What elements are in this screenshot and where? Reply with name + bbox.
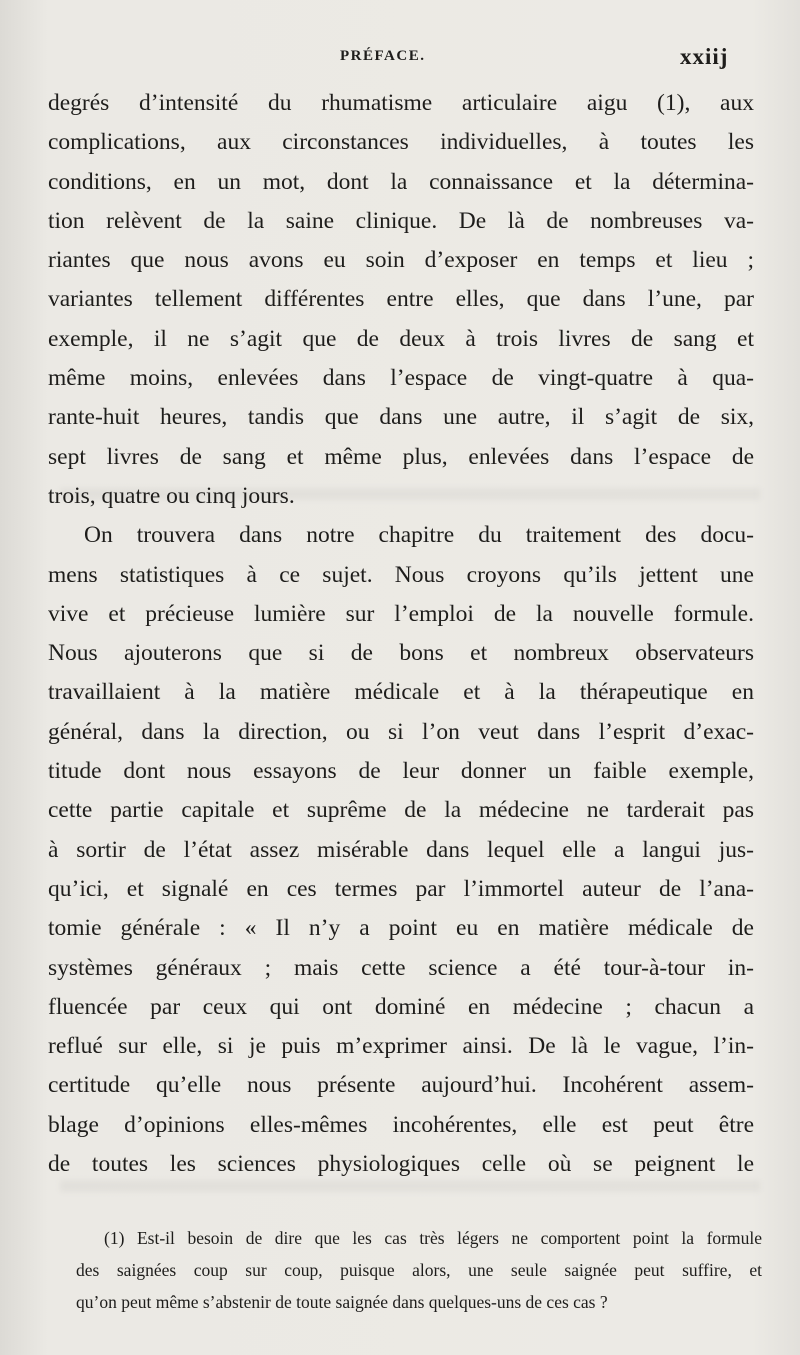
text-line: complications, aux circonstances individuelles, à toutes les bbox=[48, 129, 754, 156]
page-number: xxiij bbox=[680, 44, 729, 69]
footnote-line: des saignées coup sur coup, puisque alors, une seule saignée peut suffire, et bbox=[76, 1260, 762, 1280]
text-line: reflué sur elle, si je puis m’exprimer ainsi. De là le vague, l’in- bbox=[48, 1033, 754, 1060]
text-line: On trouvera dans notre chapitre du traitement des docu- bbox=[84, 522, 754, 549]
text-line: systèmes généraux ; mais cette science a été tour-à-tour in- bbox=[48, 954, 754, 981]
footnote-line: qu’on peut même s’abstenir de toute saignée dans quelques-uns de ces cas ? bbox=[76, 1292, 608, 1312]
text-line: cette partie capitale et suprême de la médecine ne tarderait pas bbox=[48, 797, 754, 824]
paragraph-1 bbox=[48, 84, 754, 516]
text-line: mens statistiques à ce sujet. Nous croyons qu’ils jettent une bbox=[48, 561, 754, 588]
text-line: sept livres de sang et même plus, enlevées dans l’espace de bbox=[48, 443, 754, 470]
text-line: blage d’opinions elles-mêmes incohérentes, elle est peut être bbox=[48, 1111, 754, 1138]
text-line: Nous ajouterons que si de bons et nombreux observateurs bbox=[48, 640, 754, 667]
text-line: à sortir de l’état assez misérable dans lequel elle a langui jus- bbox=[48, 836, 754, 863]
running-head bbox=[0, 44, 800, 72]
text-line: fluencée par ceux qui ont dominé en médecine ; chacun a bbox=[48, 993, 754, 1020]
text-line: trois, quatre ou cinq jours. bbox=[48, 482, 295, 509]
text-line: même moins, enlevées dans l’espace de vingt-quatre à qua- bbox=[48, 365, 754, 392]
text-line: titude dont nous essayons de leur donner un faible exemple, bbox=[48, 758, 754, 785]
text-line: degrés d’intensité du rhumatisme articulaire aigu (1), aux bbox=[48, 90, 754, 116]
text-line: de toutes les sciences physiologiques celle où se peignent le bbox=[48, 1151, 754, 1178]
text-line: qu’ici, et signalé en ces termes par l’immortel auteur de l’ana- bbox=[48, 875, 754, 902]
text-line: travaillaient à la matière médicale et à la thérapeutique en bbox=[48, 679, 754, 706]
footnote bbox=[76, 1222, 762, 1318]
text-line: variantes tellement différentes entre elles, que dans l’une, par bbox=[48, 286, 754, 313]
text-line: tion relèvent de la saine clinique. De là de nombreuses va- bbox=[48, 207, 754, 234]
text-line: rante-huit heures, tandis que dans une autre, il s’agit de six, bbox=[48, 404, 754, 431]
footnote-line: (1) Est-il besoin de dire que les cas très légers ne comportent point la formule bbox=[104, 1228, 762, 1248]
text-line: exemple, il ne s’agit que de deux à trois livres de sang et bbox=[48, 325, 754, 352]
text-line: riantes que nous avons eu soin d’exposer en temps et lieu ; bbox=[48, 247, 754, 274]
paragraph-2 bbox=[48, 516, 754, 1184]
text-line: général, dans la direction, ou si l’on veut dans l’esprit d’exac- bbox=[48, 718, 754, 745]
text-line: tomie générale : « Il n’y a point eu en matière médicale de bbox=[48, 915, 754, 942]
text-line: conditions, en un mot, dont la connaissance et la détermina- bbox=[48, 168, 754, 195]
text-line: certitude qu’elle nous présente aujourd’hui. Incohérent assem- bbox=[48, 1072, 754, 1099]
running-head-title: PRÉFACE. bbox=[340, 48, 426, 64]
text-line: vive et précieuse lumière sur l’emploi de la nouvelle formule. bbox=[48, 600, 754, 627]
body-text bbox=[48, 84, 754, 1184]
